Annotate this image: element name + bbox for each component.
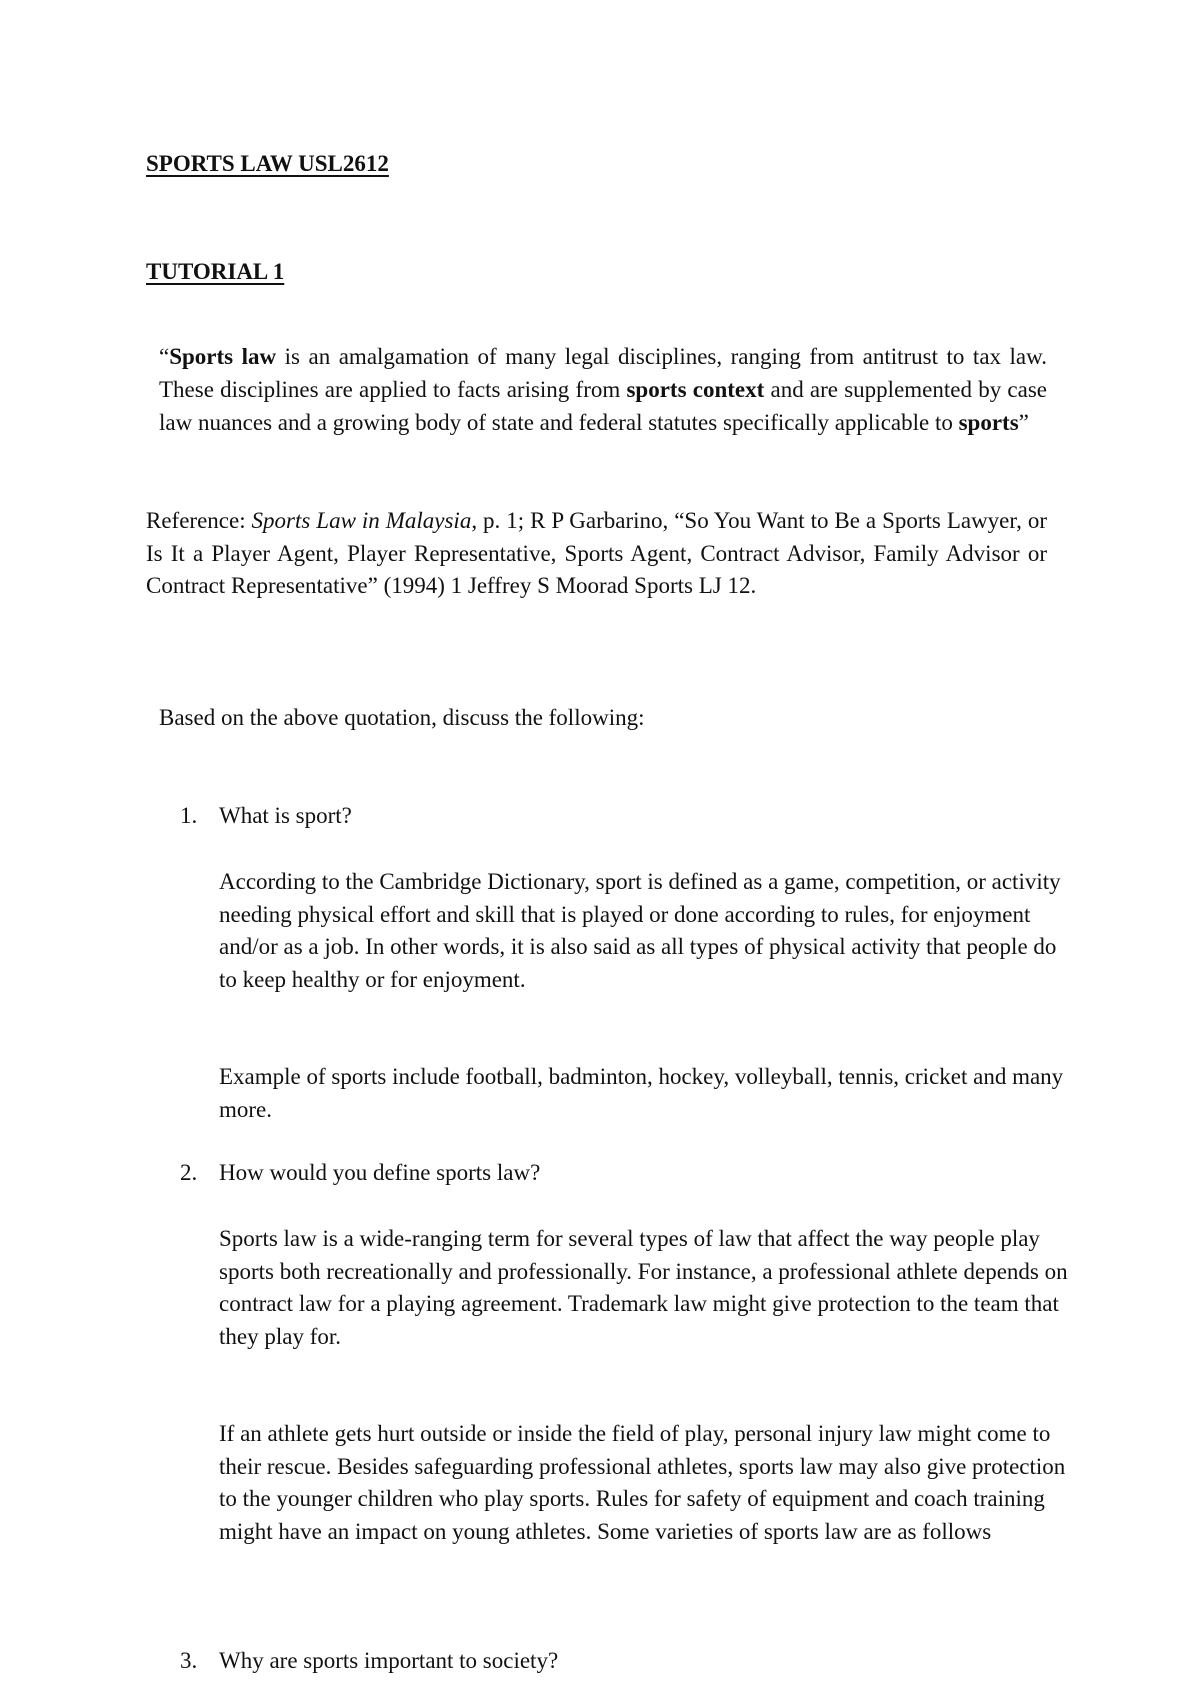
course-title: SPORTS LAW USL2612 — [146, 151, 389, 176]
quote-close-mark: ” — [1018, 410, 1029, 435]
question-3-number: 3. — [180, 1648, 198, 1673]
quotation — [159, 340, 1047, 439]
question-3-text: Why are sports important to society? — [219, 1648, 559, 1673]
question-2-number: 2. — [180, 1160, 198, 1185]
quote-term-sports: sports — [958, 410, 1019, 435]
quote-open-mark: “ — [159, 344, 170, 369]
reference — [146, 505, 1047, 603]
reference-details: , p. 1; R P Garbarino, “So You Want to Be a Sports Lawyer, or Is It a Player Agent, Player Representative, Sports Agent, Contract Advisor, Family Advisor or Contract Representative” (1994) 1 Jeffrey S Moorad Sports LJ 12. — [146, 508, 1047, 598]
reference-label: Reference: — [146, 508, 252, 533]
tutorial-title: TUTORIAL 1 — [146, 259, 285, 284]
question-2-text: How would you define sports law? — [219, 1160, 541, 1185]
answer-1-paragraph-2: Example of sports include football, badminton, hockey, volleyball, tennis, cricket and many more. — [219, 1064, 1064, 1122]
question-1-text: What is sport? — [219, 803, 352, 828]
quote-term-sports-law: Sports law — [169, 344, 277, 369]
reference-book-title: Sports Law in Malaysia — [251, 508, 472, 533]
answer-2-paragraph-1: Sports law is a wide-ranging term for several types of law that affect the way people play sports both recreationally and professionally. For instance, a professional athlete depends on contract law for a playing agreement. Trademark law might give protection to the team that they play for. — [219, 1226, 1068, 1349]
discussion-intro: Based on the above quotation, discuss the following: — [159, 705, 645, 730]
quote-term-sports-context: sports context — [626, 377, 765, 402]
question-1-number: 1. — [180, 803, 198, 828]
answer-1-paragraph-1: According to the Cambridge Dictionary, sport is defined as a game, competition, or activity needing physical effort and skill that is played or done according to rules, for enjoyment and/or as a job. In other words, it is also said as all types of physical activity that people do to keep healthy or for enjoyment. — [219, 869, 1061, 992]
quote-text-part-2: and are supplemented by case law nuances and a growing body of state and federal statutes specifically applicable to — [159, 377, 1047, 435]
answer-2-paragraph-2: If an athlete gets hurt outside or inside the field of play, personal injury law might come to their rescue. Besides safeguarding professional athletes, sports law may also give protection to the younger children who play sports. Rules for safety of equipment and coach training might have an impact on young athletes. Some varieties of sports law are as follows — [219, 1421, 1066, 1544]
quote-text-part-1: is an amalgamation of many legal disciplines, ranging from antitrust to tax law. These disciplines are applied to facts arising from — [159, 344, 1048, 402]
